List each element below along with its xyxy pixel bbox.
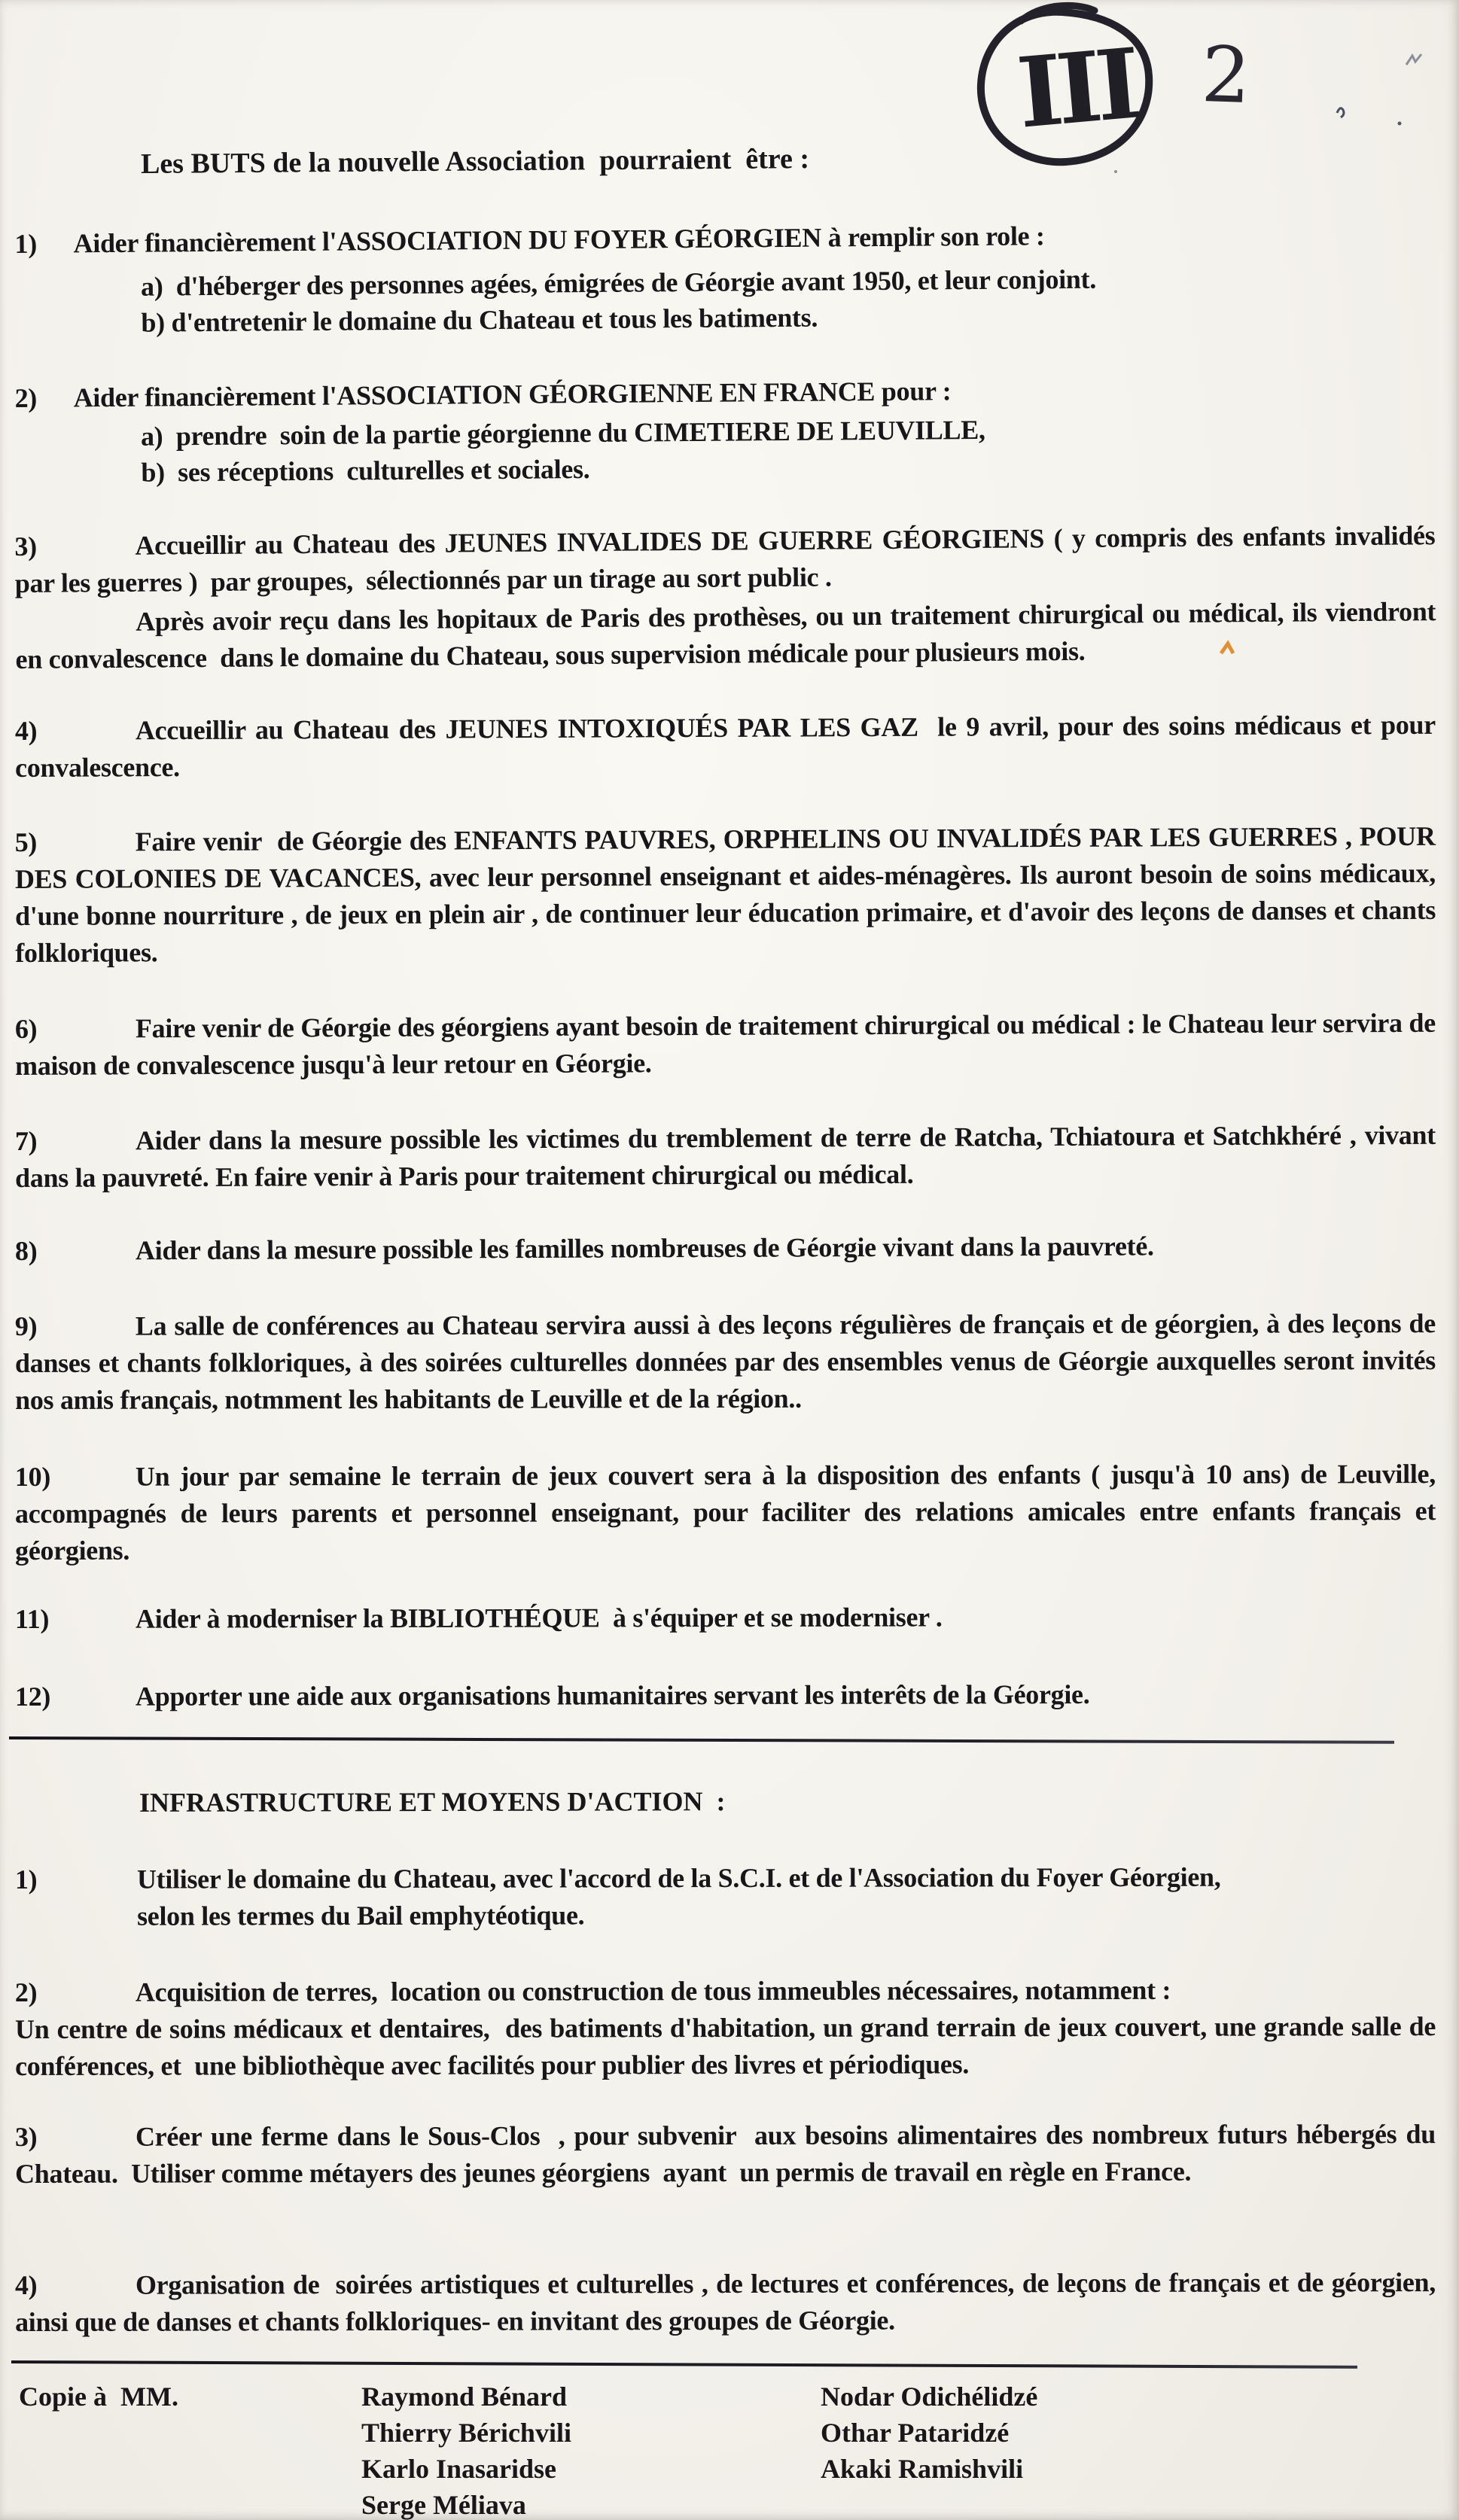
goal-text: Faire venir de Géorgie des ENFANTS PAUVRES, ORPHELINS OU INVALIDÉS PAR LES GUERRES , POUR DES COLONIES DE VACANCES, avec leur personnel enseignant et aides-ménagères. Ils auront besoin de soins médicaux, d'une bonne nourriture , de jeux en plein air , de continuer leur éducation primaire, et d'avoir des leçons de danses et chants folkloriques. bbox=[14, 820, 1442, 968]
goal-item bbox=[14, 1005, 1442, 1085]
infrastructure-heading: INFRASTRUCTURE ET MOYENS D'ACTION : bbox=[139, 1786, 726, 1818]
goal-item bbox=[14, 1305, 1442, 1419]
goal-text-continued: Après avoir reçu dans les hopitaux de Paris des prothèses, ou un traitement chirurgical ou médical, ils viendront en convalescence dans le domaine du Chateau, sous supervision médicale pour plusieurs mois. bbox=[15, 596, 1443, 674]
goal-subitem: b) d'entretenir le domaine du Chateau et tous les batiments. bbox=[141, 302, 818, 338]
copy-names-column-2 bbox=[821, 2378, 1037, 2487]
copy-name: Raymond Bénard bbox=[361, 2382, 568, 2412]
copy-name: Othar Pataridzé bbox=[821, 2418, 1010, 2448]
item-number: 1) bbox=[14, 228, 38, 260]
goal-text: Aider financièrement l'ASSOCIATION GÉORGIENNE EN FRANCE pour : bbox=[73, 376, 952, 413]
goal-subitem: b) ses réceptions culturelles et sociales. bbox=[141, 454, 590, 488]
goal-item bbox=[14, 818, 1442, 972]
goal-text: Aider dans la mesure possible les familles nombreuses de Géorgie vivant dans la pauvreté. bbox=[135, 1231, 1154, 1266]
goal-text: Accueillir au Chateau des JEUNES INVALIDES DE GUERRE GÉORGIENS ( y compris des enfants invalidés par les guerres ) par groupes, sélectionnés par un tirage au sort public . bbox=[14, 520, 1442, 599]
goal-text: La salle de conférences au Chateau servira aussi à des leçons régulières de français et de géorgien, à des leçons de danses et chants folkloriques, à des soirées culturelles données par des ensembles venus de Géorgie auxquelles seront invités nos amis français, notmment les habitants de Leuville et de la région.. bbox=[14, 1308, 1442, 1415]
goal-subitem: a) prendre soin de la partie géorgienne du CIMETIERE DE LEUVILLE, bbox=[140, 414, 985, 452]
item-number: 4) bbox=[14, 715, 38, 747]
copy-name: Serge Méliava bbox=[361, 2490, 526, 2520]
infrastructure-item bbox=[14, 1971, 1442, 2085]
goal-item bbox=[14, 517, 1443, 678]
item-number: 7) bbox=[14, 1125, 38, 1156]
item-number: 10) bbox=[14, 1461, 51, 1493]
item-number: 5) bbox=[14, 826, 38, 858]
item-number: 8) bbox=[14, 1235, 38, 1266]
infrastructure-item bbox=[15, 1858, 1436, 1935]
document-title: Les BUTS de la nouvelle Association pourraient être : bbox=[140, 143, 810, 180]
infrastructure-item bbox=[14, 2116, 1442, 2193]
goal-item bbox=[14, 1117, 1442, 1197]
infrastructure-item bbox=[14, 2264, 1442, 2341]
item-number: 4) bbox=[14, 2269, 38, 2300]
goal-subitem: a) d'héberger des personnes agées, émigrées de Géorgie avant 1950, et leur conjoint. bbox=[140, 263, 1097, 302]
item-number: 1) bbox=[14, 1864, 38, 1895]
item-number: 9) bbox=[14, 1310, 38, 1342]
stamp-roman-numeral: III bbox=[1013, 27, 1140, 151]
item-number: 6) bbox=[14, 1013, 38, 1044]
item-number: 12) bbox=[14, 1681, 51, 1712]
item-number: 2) bbox=[14, 1977, 38, 2007]
goal-item bbox=[14, 369, 1436, 492]
separator-rule-top bbox=[9, 1736, 1394, 1744]
item-number: 11) bbox=[14, 1603, 50, 1634]
goal-item bbox=[15, 1675, 1436, 1715]
goal-text: Aider financièrement l'ASSOCIATION DU FOYER GÉORGIEN à remplir son role : bbox=[73, 221, 1045, 259]
item-number: 3) bbox=[14, 531, 37, 562]
goal-text: Accueillir au Chateau des JEUNES INTOXIQUÉS PAR LES GAZ le 9 avril, pour des soins médicaus et pour convalescence. bbox=[15, 709, 1442, 783]
infrastructure-text: Acquisition de terres, location ou construction de tous immeubles nécessaires, notamment : Un centre de soins médicaux et dentaires, des batiments d'habitation, un grand terrain de jeux couvert, une grande salle de conférences, et une bibliothèque avec facilités pour publier des livres et périodiques. bbox=[14, 1974, 1442, 2081]
goal-item bbox=[15, 1227, 1436, 1270]
handwritten-page-number: 2 bbox=[1199, 29, 1252, 122]
copy-name: Karlo Inasaridse bbox=[361, 2454, 557, 2484]
goal-item bbox=[14, 1456, 1442, 1569]
infrastructure-text: Organisation de soirées artistiques et culturelles , de lectures et conférences, de leçons de français et de géorgien, ainsi que de danses et chants folkloriques- en invitant des groupes de Géorgie. bbox=[15, 2267, 1442, 2337]
copy-to-label: Copie à MM. bbox=[19, 2382, 178, 2412]
ink-dot-icon bbox=[1398, 122, 1402, 126]
ink-squiggle-icon bbox=[1337, 108, 1344, 117]
goal-text: Aider à moderniser la BIBLIOTHÉQUE à s'équiper et se moderniser . bbox=[135, 1602, 943, 1634]
goal-item bbox=[14, 215, 1436, 342]
item-number: 3) bbox=[14, 2121, 38, 2152]
copy-name: Nodar Odichélidzé bbox=[821, 2382, 1038, 2412]
goal-text: Aider dans la mesure possible les victimes du tremblement de terre de Ratcha, Tchiatoura et Satchkhéré , vivant dans la pauvreté. En faire venir à Paris pour traitement chirurgical ou médical. bbox=[15, 1119, 1442, 1193]
ink-dot-icon bbox=[1114, 170, 1117, 173]
goal-item bbox=[14, 707, 1442, 787]
copy-name: Akaki Ramishvili bbox=[821, 2454, 1024, 2484]
goal-item bbox=[15, 1598, 1436, 1638]
goal-text: Un jour par semaine le terrain de jeux couvert sera à la disposition des enfants ( jusqu'à 10 ans) de Leuville, accompagnés de leurs parents et personnel enseignant, pour faciliter des relations amicales entre enfants français et géorgiens. bbox=[14, 1459, 1442, 1566]
item-number: 2) bbox=[14, 382, 38, 414]
infrastructure-text: Créer une ferme dans le Sous-Clos , pour subvenir aux besoins alimentaires des nombreux futurs hébergés du Chateau. Utiliser comme métayers des jeunes géorgiens ayant un permis de travail en règle en France. bbox=[15, 2119, 1442, 2189]
separator-rule-bottom bbox=[11, 2360, 1357, 2369]
goal-text: Apporter une aide aux organisations humanitaires servant les interêts de la Géorgie. bbox=[135, 1679, 1090, 1712]
copy-name: Thierry Bérichvili bbox=[361, 2418, 571, 2448]
copy-names-column-1 bbox=[361, 2378, 571, 2520]
goal-text: Faire venir de Géorgie des géorgiens ayant besoin de traitement chirurgical ou médical : le Chateau leur servira de maison de convalescence jusqu'à leur retour en Géorgie. bbox=[15, 1007, 1442, 1081]
pencil-mark-icon bbox=[1406, 54, 1421, 65]
infrastructure-text: Utiliser le domaine du Chateau, avec l'accord de la S.C.I. et de l'Association du Foyer Géorgien, selon les termes du Bail emphytéotique. bbox=[136, 1861, 1221, 1931]
